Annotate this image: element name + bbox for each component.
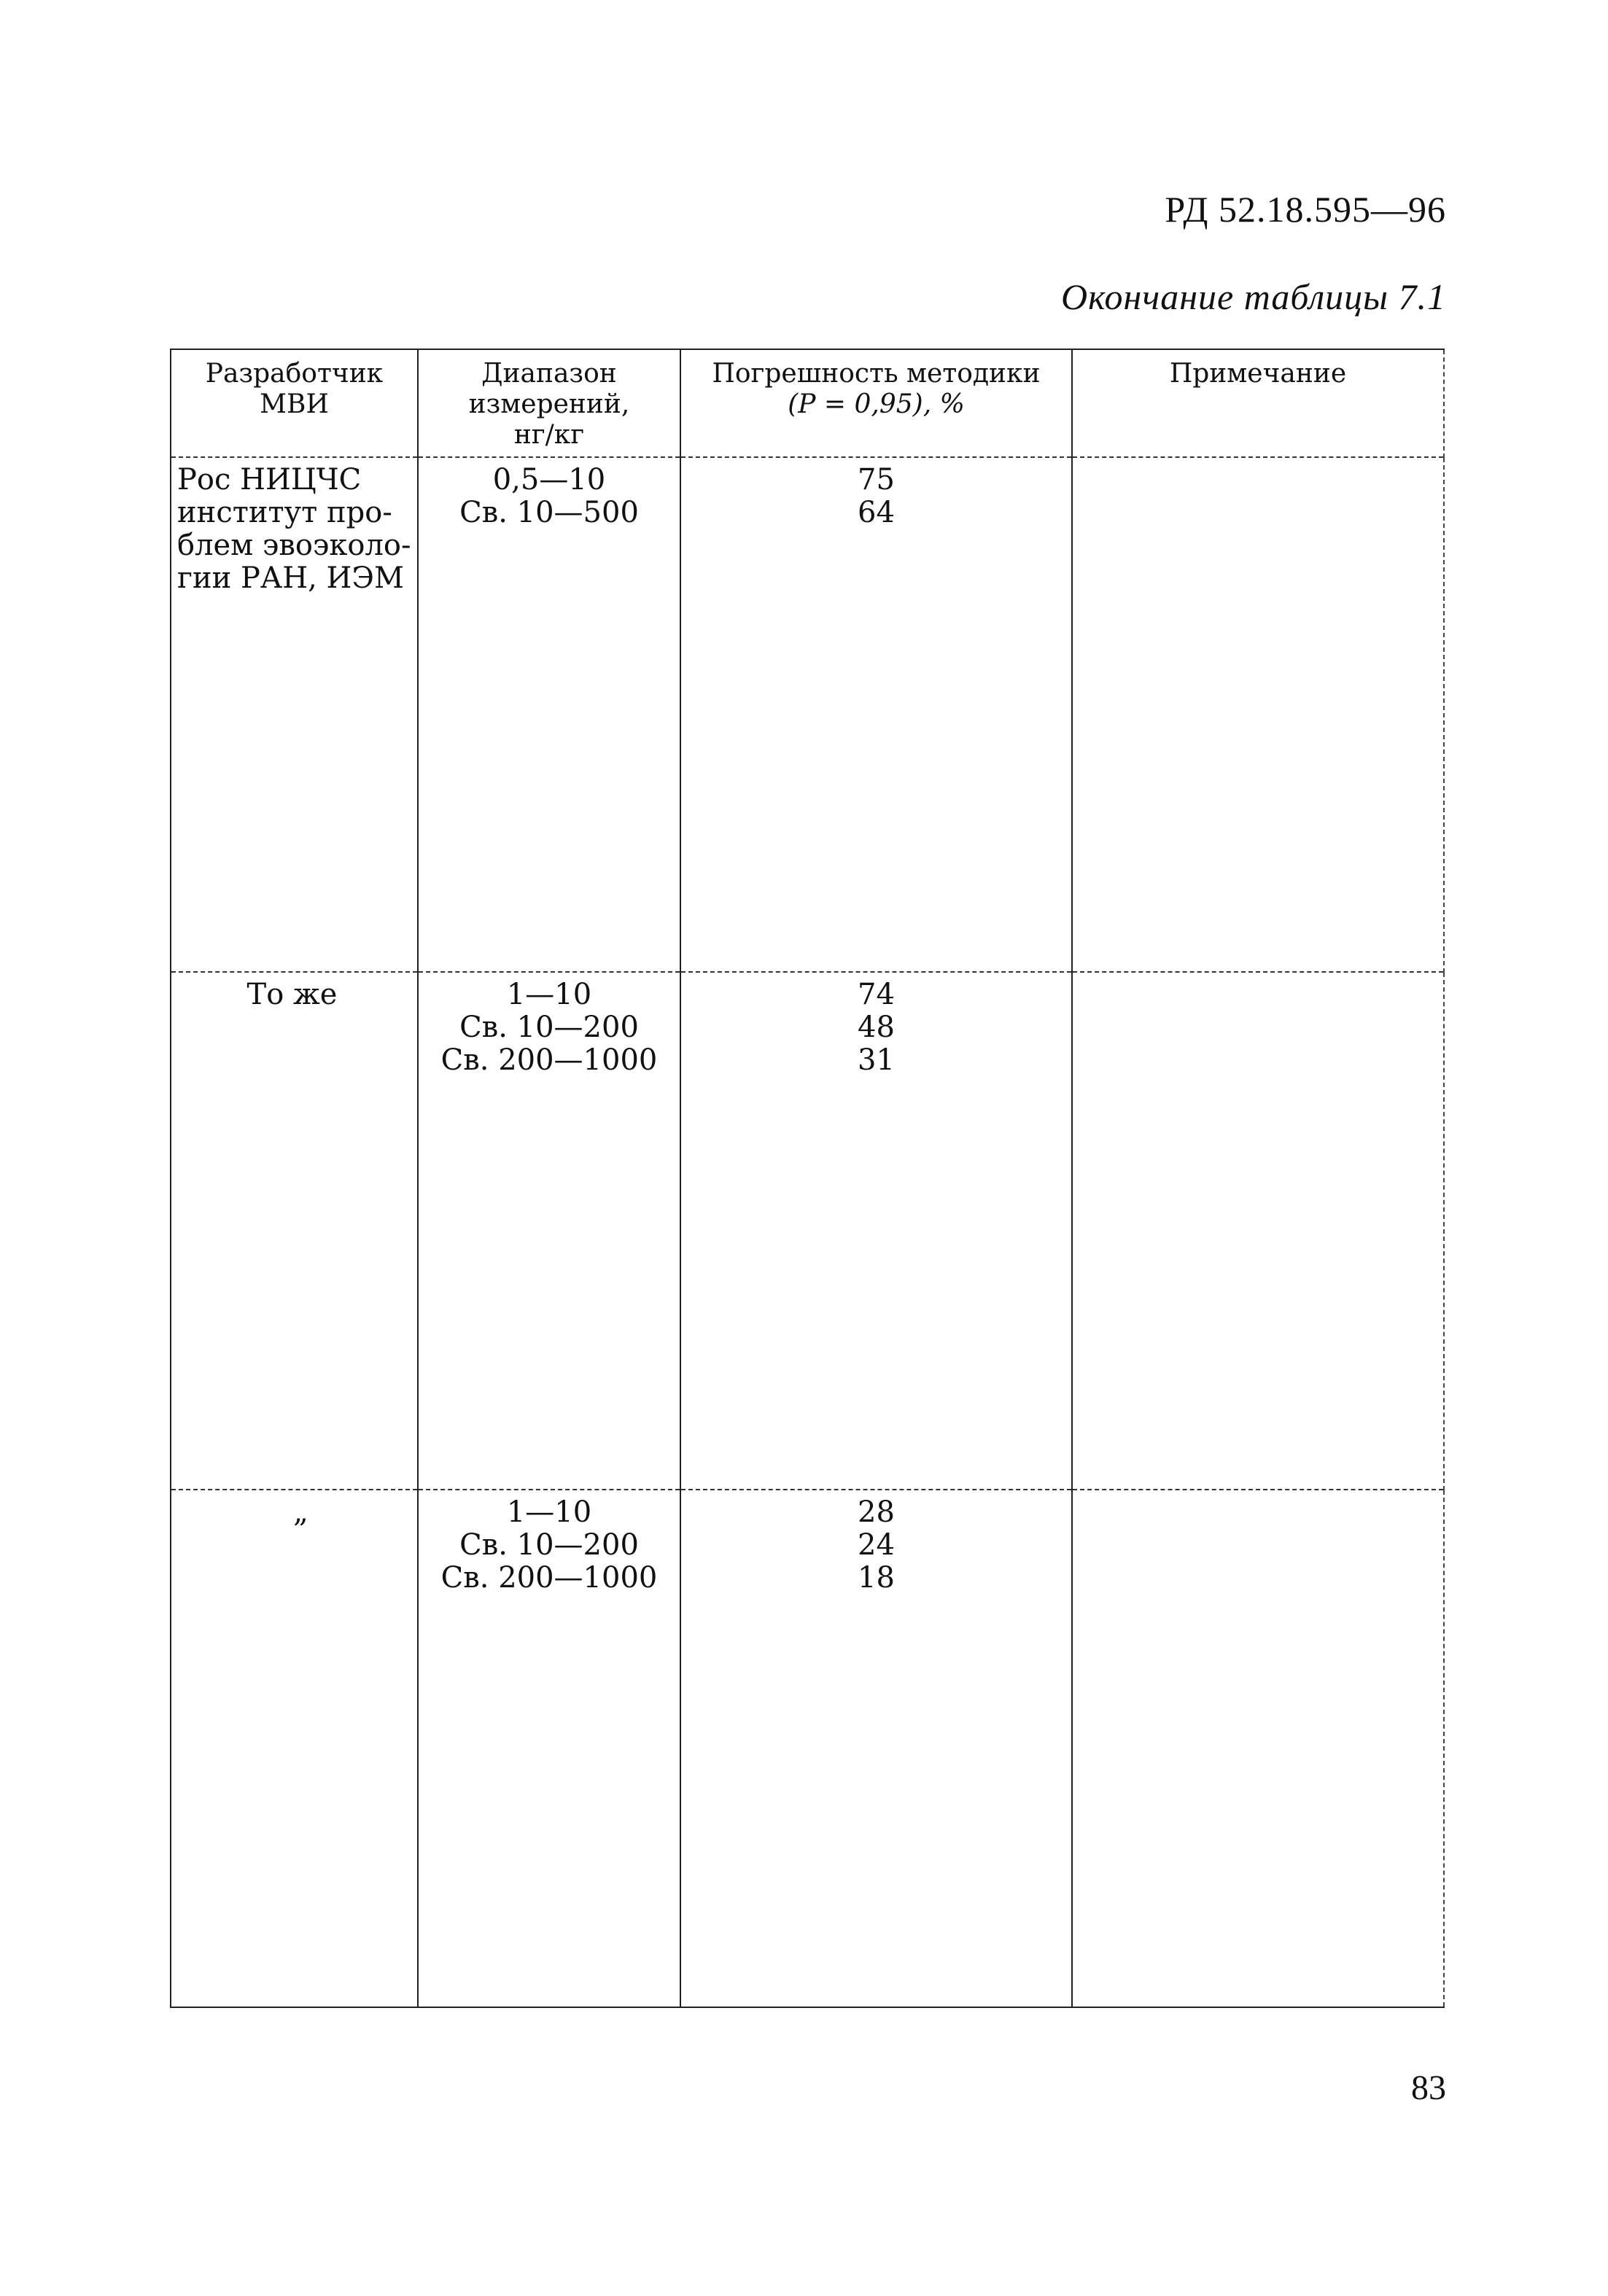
column-header-range: Диапазон измерений, нг/кг bbox=[418, 349, 680, 457]
developer-cell: „ bbox=[171, 1490, 418, 2007]
error-cell: 28 24 18 bbox=[680, 1490, 1072, 2007]
error-cell: 74 48 31 bbox=[680, 972, 1072, 1490]
developer-cell: То же bbox=[171, 972, 418, 1490]
note-cell bbox=[1072, 457, 1444, 972]
table-row bbox=[171, 972, 1444, 1490]
range-cell: 1—10 Св. 10—200 Св. 200—1000 bbox=[418, 1490, 680, 2007]
range-cell: 0,5—10 Св. 10—500 bbox=[418, 457, 680, 972]
table-row bbox=[171, 457, 1444, 972]
table-container bbox=[170, 349, 1443, 2008]
document-code: РД 52.18.595—96 bbox=[1165, 189, 1446, 230]
note-cell bbox=[1072, 972, 1444, 1490]
developer-cell: Рос НИЦЧС институт про- блем эвоэколо- гии РАН, ИЭМ bbox=[171, 457, 418, 972]
page-number: 83 bbox=[1411, 2069, 1446, 2107]
range-cell: 1—10 Св. 10—200 Св. 200—1000 bbox=[418, 972, 680, 1490]
column-header-developer: Разработчик МВИ bbox=[171, 349, 418, 457]
column-header-error: Погрешность методики (P = 0,95), % bbox=[680, 349, 1072, 457]
column-header-note: Примечание bbox=[1072, 349, 1444, 457]
note-cell bbox=[1072, 1490, 1444, 2007]
table-header-row bbox=[171, 349, 1444, 457]
error-cell: 75 64 bbox=[680, 457, 1072, 972]
table-caption: Окончание таблицы 7.1 bbox=[1060, 276, 1446, 317]
table-row bbox=[171, 1490, 1444, 2007]
measurement-methods-table bbox=[170, 349, 1445, 2008]
